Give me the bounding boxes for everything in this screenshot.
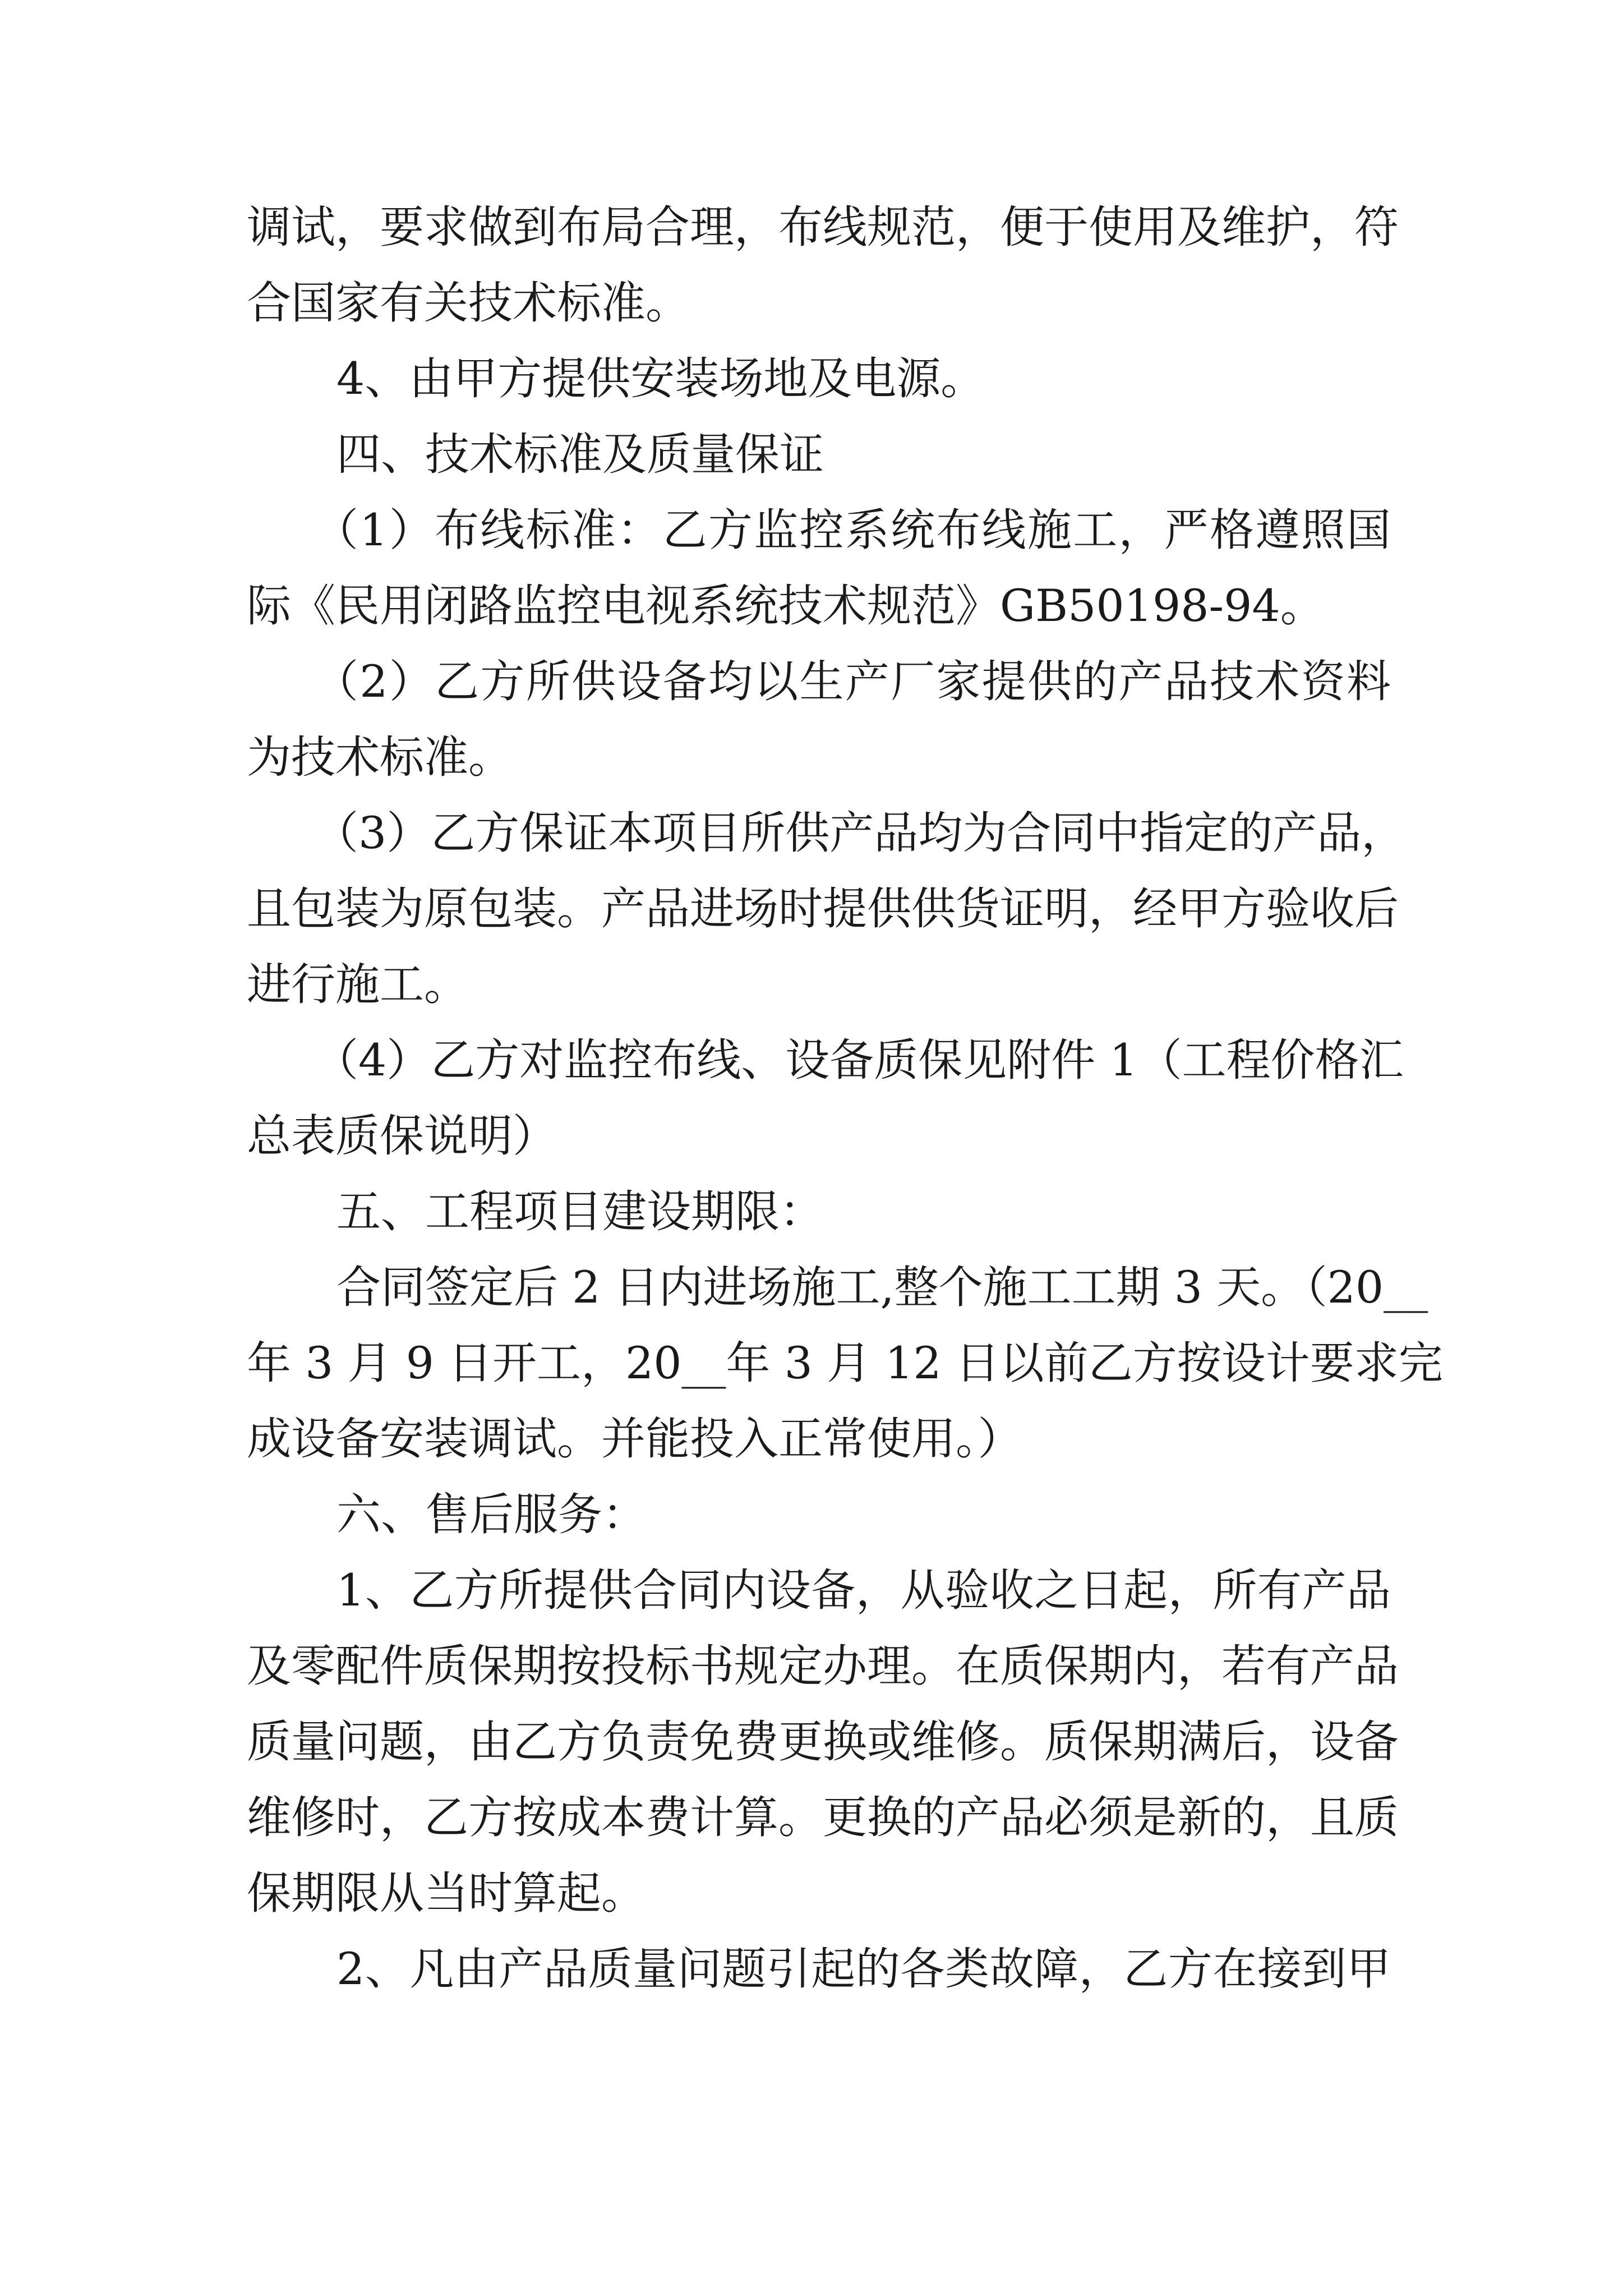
section-heading-5: 五、工程项目建设期限： [336, 1186, 824, 1237]
text-line-8: 为技术标准。 [247, 731, 513, 783]
text-line-6: 际《民用闭路监控电视系统技术规范》GB50198-94。 [247, 580, 1325, 632]
text-line-11: 进行施工。 [247, 959, 468, 1010]
text-line-12: （4）乙方对监控布线、设备质保见附件 1（工程价格汇 [314, 1034, 1404, 1086]
section-heading-6: 六、售后服务： [336, 1489, 647, 1540]
text-line-23: 保期限从当时算起。 [247, 1867, 645, 1919]
text-line-24: 2、凡由产品质量问题引起的各类故障，乙方在接到甲 [336, 1943, 1391, 1995]
text-line-3: 4、由甲方提供安装场地及电源。 [336, 353, 985, 404]
text-line-1: 调试，要求做到布局合理，布线规范，便于使用及维护，符 [247, 201, 1399, 253]
text-line-5: （1）布线标准：乙方监控系统布线施工，严格遵照国 [314, 504, 1391, 556]
text-line-17: 成设备安装调试。并能投入正常使用。） [247, 1413, 1022, 1465]
text-line-20: 及零配件质保期按投标书规定办理。在质保期内，若有产品 [247, 1640, 1399, 1692]
text-line-7: （2）乙方所供设备均以生产厂家提供的产品技术资料 [314, 656, 1391, 707]
text-line-19: 1、乙方所提供合同内设备，从验收之日起，所有产品 [336, 1565, 1391, 1616]
text-line-10: 且包装为原包装。产品进场时提供供货证明，经甲方验收后 [247, 883, 1399, 935]
text-line-15: 合同签定后 2 日内进场施工,整个施工工期 3 天。（20__ [336, 1262, 1428, 1313]
text-line-9: （3）乙方保证本项目所供产品均为合同中指定的产品， [314, 807, 1406, 859]
text-line-13: 总表质保说明） [247, 1110, 557, 1162]
text-line-22: 维修时，乙方按成本费计算。更换的产品必须是新的，且质 [247, 1792, 1399, 1843]
text-line-21: 质量问题，由乙方负责免费更换或维修。质保期满后，设备 [247, 1716, 1399, 1768]
section-heading-4: 四、技术标准及质量保证 [336, 429, 824, 480]
text-line-16: 年 3 月 9 日开工，20__年 3 月 12 日以前乙方按设计要求完 [247, 1337, 1443, 1389]
text-line-2: 合国家有关技术标准。 [247, 277, 690, 329]
